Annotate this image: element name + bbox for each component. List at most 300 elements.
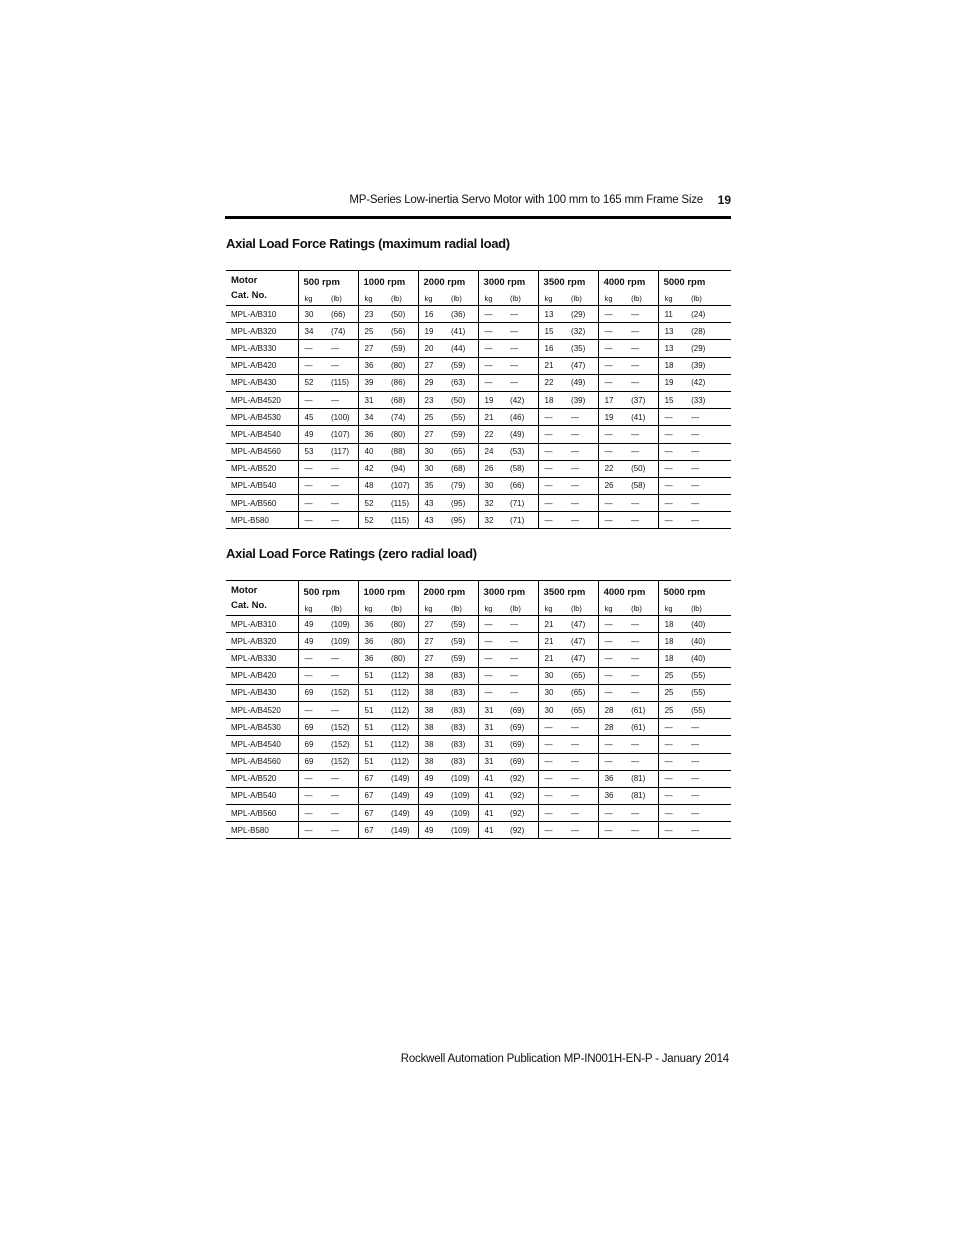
value-lb: (81) xyxy=(631,774,646,784)
value-kg: 49 xyxy=(418,805,449,822)
motor-cat-no: MPL-A/B310 xyxy=(231,619,277,629)
value-kg: 42 xyxy=(358,460,389,477)
value-kg: 21 xyxy=(538,616,569,633)
value-kg: — xyxy=(298,805,329,822)
value-lb: — xyxy=(631,636,640,646)
value-lb: — xyxy=(691,412,700,422)
value-kg: — xyxy=(598,650,629,667)
value-lb: (71) xyxy=(510,498,525,508)
value-lb: — xyxy=(571,825,580,835)
motor-cat-no: MPL-A/B4530 xyxy=(231,722,281,732)
value-kg: 18 xyxy=(538,391,569,408)
value-kg: 23 xyxy=(358,306,389,323)
value-lb: (65) xyxy=(571,705,586,715)
value-lb: (41) xyxy=(631,412,646,422)
value-kg: 69 xyxy=(298,684,329,701)
value-kg: — xyxy=(598,357,629,374)
value-kg: 18 xyxy=(658,650,689,667)
value-kg: 27 xyxy=(418,650,449,667)
value-kg: 38 xyxy=(418,719,449,736)
value-lb: (69) xyxy=(510,722,525,732)
value-kg: 29 xyxy=(418,374,449,391)
table-row xyxy=(226,374,731,391)
value-kg: — xyxy=(478,357,508,374)
value-lb: (42) xyxy=(691,378,706,388)
value-lb: (28) xyxy=(691,326,706,336)
value-lb: (59) xyxy=(451,361,466,371)
unit-lb: (lb) xyxy=(510,293,521,303)
unit-kg: kg xyxy=(358,291,389,306)
table-row xyxy=(226,323,731,340)
value-kg: 53 xyxy=(298,443,329,460)
value-kg: 13 xyxy=(658,340,689,357)
unit-kg: kg xyxy=(538,291,569,306)
value-kg: — xyxy=(298,512,329,529)
value-lb: (50) xyxy=(631,464,646,474)
value-kg: — xyxy=(658,736,689,753)
value-kg: — xyxy=(478,633,508,650)
value-kg: 15 xyxy=(658,391,689,408)
value-kg: 25 xyxy=(658,684,689,701)
value-kg: 32 xyxy=(478,512,508,529)
value-kg: — xyxy=(478,616,508,633)
value-kg: — xyxy=(598,633,629,650)
value-lb: — xyxy=(571,722,580,732)
value-lb: (59) xyxy=(451,429,466,439)
table-heading-zero-radial: Axial Load Force Ratings (zero radial load) xyxy=(226,546,477,561)
motor-cat-no: MPL-A/B4560 xyxy=(231,757,281,767)
unit-lb: (lb) xyxy=(451,293,462,303)
value-lb: (149) xyxy=(391,774,410,784)
value-lb: (29) xyxy=(571,309,586,319)
value-kg: 67 xyxy=(358,787,389,804)
value-lb: — xyxy=(331,774,339,784)
motor-cat-no: MPL-A/B320 xyxy=(231,326,277,336)
value-lb: — xyxy=(571,464,580,474)
value-lb: (80) xyxy=(391,619,406,629)
value-lb: — xyxy=(691,774,700,784)
value-kg: — xyxy=(598,684,629,701)
motor-cat-no: MPL-A/B540 xyxy=(231,791,277,801)
value-kg: — xyxy=(598,340,629,357)
value-lb: (40) xyxy=(691,619,706,629)
table-row xyxy=(226,391,731,408)
value-lb: — xyxy=(691,464,700,474)
value-kg: 48 xyxy=(358,477,389,494)
value-lb: (112) xyxy=(391,688,410,698)
value-lb: — xyxy=(691,791,700,801)
value-lb: — xyxy=(631,757,640,767)
value-kg: — xyxy=(298,787,329,804)
value-lb: — xyxy=(510,636,519,646)
value-kg: — xyxy=(658,512,689,529)
value-kg: 30 xyxy=(418,460,449,477)
value-kg: — xyxy=(538,822,569,839)
value-lb: (47) xyxy=(571,636,586,646)
value-lb: — xyxy=(691,447,700,457)
value-lb: (112) xyxy=(391,757,410,767)
value-lb: (66) xyxy=(331,309,346,319)
value-lb: — xyxy=(631,326,640,336)
table-heading-max-radial: Axial Load Force Ratings (maximum radial load) xyxy=(226,236,510,251)
value-lb: (83) xyxy=(451,705,466,715)
value-lb: — xyxy=(571,481,580,491)
value-kg: 69 xyxy=(298,719,329,736)
load-rating-table xyxy=(226,270,731,529)
value-kg: 51 xyxy=(358,753,389,770)
value-kg: 30 xyxy=(418,443,449,460)
value-lb: (79) xyxy=(451,481,466,491)
value-lb: (92) xyxy=(510,808,525,818)
unit-lb: (lb) xyxy=(391,293,402,303)
table-row xyxy=(226,770,731,787)
value-kg: — xyxy=(598,822,629,839)
speed-header: 500 rpm xyxy=(298,581,358,602)
value-kg: 43 xyxy=(418,495,449,512)
motor-cat-no: MPL-A/B420 xyxy=(231,361,277,371)
value-lb: (115) xyxy=(331,378,350,388)
value-kg: — xyxy=(538,736,569,753)
value-kg: 38 xyxy=(418,736,449,753)
value-lb: (50) xyxy=(391,309,406,319)
value-lb: (39) xyxy=(571,395,586,405)
value-lb: — xyxy=(510,361,519,371)
unit-kg: kg xyxy=(418,601,449,616)
table-row xyxy=(226,409,731,426)
table-zero-radial-load xyxy=(226,580,731,839)
motor-header-line1: Motor xyxy=(231,585,258,596)
value-kg: — xyxy=(598,736,629,753)
motor-cat-no: MPL-A/B560 xyxy=(231,498,277,508)
value-lb: — xyxy=(510,309,519,319)
value-kg: 41 xyxy=(478,787,508,804)
running-title: MP-Series Low-inertia Servo Motor with 100 mm to 165 mm Frame Size xyxy=(349,194,703,206)
table-row xyxy=(226,495,731,512)
value-kg: 18 xyxy=(658,616,689,633)
value-lb: (55) xyxy=(691,671,706,681)
value-kg: 22 xyxy=(538,374,569,391)
value-lb: (69) xyxy=(510,739,525,749)
value-lb: (44) xyxy=(451,343,466,353)
value-kg: 69 xyxy=(298,753,329,770)
value-kg: — xyxy=(478,650,508,667)
table-row xyxy=(226,426,731,443)
value-kg: — xyxy=(658,460,689,477)
motor-cat-no: MPL-A/B430 xyxy=(231,688,277,698)
value-lb: — xyxy=(571,791,580,801)
value-lb: — xyxy=(631,309,640,319)
page-header xyxy=(225,192,731,219)
value-lb: (36) xyxy=(451,309,466,319)
unit-lb: (lb) xyxy=(631,293,642,303)
table-row xyxy=(226,616,731,633)
value-lb: — xyxy=(691,498,700,508)
motor-cat-no: MPL-A/B540 xyxy=(231,481,277,491)
value-kg: 36 xyxy=(358,650,389,667)
value-lb: (112) xyxy=(391,705,410,715)
value-lb: (39) xyxy=(691,361,706,371)
value-lb: (65) xyxy=(571,688,586,698)
value-kg: 39 xyxy=(358,374,389,391)
value-lb: (86) xyxy=(391,378,406,388)
motor-cat-no: MPL-A/B4530 xyxy=(231,412,281,422)
value-kg: — xyxy=(658,753,689,770)
value-kg: 36 xyxy=(598,770,629,787)
value-lb: (109) xyxy=(331,619,350,629)
value-kg: 16 xyxy=(418,306,449,323)
value-lb: (88) xyxy=(391,447,406,457)
value-lb: (33) xyxy=(691,395,706,405)
value-kg: — xyxy=(478,684,508,701)
value-lb: (109) xyxy=(331,636,350,646)
value-kg: 38 xyxy=(418,684,449,701)
value-kg: 41 xyxy=(478,822,508,839)
value-kg: — xyxy=(298,667,329,684)
value-kg: 19 xyxy=(598,409,629,426)
value-lb: — xyxy=(571,808,580,818)
value-kg: 19 xyxy=(658,374,689,391)
value-kg: — xyxy=(538,753,569,770)
value-kg: 38 xyxy=(418,701,449,718)
value-lb: (35) xyxy=(571,343,586,353)
table-row xyxy=(226,667,731,684)
value-kg: 49 xyxy=(298,616,329,633)
value-kg: 51 xyxy=(358,701,389,718)
motor-cat-no: MPL-A/B520 xyxy=(231,464,277,474)
value-lb: — xyxy=(631,739,640,749)
load-rating-table xyxy=(226,580,731,839)
value-kg: — xyxy=(478,667,508,684)
speed-header: 2000 rpm xyxy=(418,581,478,602)
value-lb: (49) xyxy=(510,429,525,439)
value-lb: (74) xyxy=(331,326,346,336)
unit-lb: (lb) xyxy=(571,293,582,303)
value-lb: — xyxy=(631,343,640,353)
value-lb: (83) xyxy=(451,671,466,681)
value-lb: (149) xyxy=(391,791,410,801)
value-lb: (55) xyxy=(691,705,706,715)
value-lb: — xyxy=(631,619,640,629)
speed-header: 3500 rpm xyxy=(538,271,598,292)
unit-lb: (lb) xyxy=(331,293,342,303)
value-kg: 30 xyxy=(538,701,569,718)
value-kg: — xyxy=(598,323,629,340)
speed-header: 1000 rpm xyxy=(358,581,418,602)
motor-cat-no: MPL-A/B4560 xyxy=(231,447,281,457)
value-kg: — xyxy=(298,822,329,839)
value-kg: — xyxy=(658,719,689,736)
value-kg: 49 xyxy=(418,770,449,787)
value-kg: 40 xyxy=(358,443,389,460)
value-kg: — xyxy=(298,460,329,477)
value-lb: (58) xyxy=(510,464,525,474)
value-kg: 22 xyxy=(478,426,508,443)
value-kg: 24 xyxy=(478,443,508,460)
value-lb: — xyxy=(331,464,339,474)
table-row xyxy=(226,443,731,460)
value-kg: 28 xyxy=(598,701,629,718)
value-kg: 19 xyxy=(478,391,508,408)
value-kg: — xyxy=(598,374,629,391)
value-lb: — xyxy=(571,498,580,508)
value-kg: — xyxy=(598,512,629,529)
value-lb: — xyxy=(691,429,700,439)
value-kg: 26 xyxy=(598,477,629,494)
motor-cat-no: MPL-A/B4540 xyxy=(231,429,281,439)
value-kg: — xyxy=(598,616,629,633)
value-kg: 27 xyxy=(358,340,389,357)
value-lb: (40) xyxy=(691,636,706,646)
value-lb: (92) xyxy=(510,825,525,835)
table-row xyxy=(226,753,731,770)
value-kg: 31 xyxy=(358,391,389,408)
value-lb: (152) xyxy=(331,688,350,698)
value-lb: (69) xyxy=(510,705,525,715)
value-lb: (80) xyxy=(391,653,406,663)
value-kg: 51 xyxy=(358,684,389,701)
publication-footer: Rockwell Automation Publication MP-IN001H-EN-P - January 2014 xyxy=(400,1053,729,1065)
table-row xyxy=(226,340,731,357)
motor-cat-no: MPL-A/B520 xyxy=(231,774,277,784)
value-kg: 28 xyxy=(598,719,629,736)
value-lb: (95) xyxy=(451,498,466,508)
value-lb: (68) xyxy=(451,464,466,474)
table-row xyxy=(226,650,731,667)
value-kg: — xyxy=(598,667,629,684)
value-lb: (59) xyxy=(451,619,466,629)
motor-cat-no: MPL-A/B330 xyxy=(231,653,277,663)
value-lb: (95) xyxy=(451,515,466,525)
value-lb: (94) xyxy=(391,464,406,474)
value-kg: — xyxy=(478,340,508,357)
value-kg: 27 xyxy=(418,357,449,374)
value-lb: — xyxy=(331,498,339,508)
value-kg: — xyxy=(658,495,689,512)
value-kg: 20 xyxy=(418,340,449,357)
value-kg: 34 xyxy=(298,323,329,340)
value-lb: (152) xyxy=(331,739,350,749)
value-kg: 41 xyxy=(478,770,508,787)
value-kg: — xyxy=(478,306,508,323)
value-lb: (49) xyxy=(571,378,586,388)
value-lb: — xyxy=(510,671,519,681)
value-kg: 31 xyxy=(478,736,508,753)
motor-header-line2: Cat. No. xyxy=(231,290,267,301)
value-lb: (47) xyxy=(571,619,586,629)
value-lb: — xyxy=(691,739,700,749)
value-kg: 32 xyxy=(478,495,508,512)
table-row xyxy=(226,684,731,701)
value-kg: 49 xyxy=(418,822,449,839)
value-kg: 38 xyxy=(418,753,449,770)
value-kg: — xyxy=(478,323,508,340)
value-kg: — xyxy=(598,805,629,822)
value-kg: 27 xyxy=(418,426,449,443)
value-kg: 49 xyxy=(298,426,329,443)
value-kg: — xyxy=(538,495,569,512)
value-kg: — xyxy=(658,787,689,804)
table-row xyxy=(226,805,731,822)
value-kg: — xyxy=(298,701,329,718)
value-lb: — xyxy=(631,808,640,818)
value-lb: — xyxy=(571,774,580,784)
unit-lb: (lb) xyxy=(571,603,582,613)
motor-cat-no: MPL-A/B430 xyxy=(231,378,277,388)
value-lb: — xyxy=(631,653,640,663)
value-lb: (152) xyxy=(331,722,350,732)
value-lb: — xyxy=(331,671,339,681)
unit-lb: (lb) xyxy=(451,603,462,613)
value-lb: — xyxy=(631,688,640,698)
value-lb: (46) xyxy=(510,412,525,422)
value-lb: — xyxy=(571,515,580,525)
value-kg: 43 xyxy=(418,512,449,529)
value-kg: 21 xyxy=(538,357,569,374)
value-lb: (80) xyxy=(391,361,406,371)
value-kg: 51 xyxy=(358,719,389,736)
value-kg: 38 xyxy=(418,667,449,684)
value-lb: — xyxy=(691,481,700,491)
unit-kg: kg xyxy=(658,601,689,616)
value-kg: 21 xyxy=(478,409,508,426)
value-lb: (59) xyxy=(391,343,406,353)
value-lb: — xyxy=(631,515,640,525)
motor-cat-no: MPL-B580 xyxy=(231,825,269,835)
value-kg: — xyxy=(598,495,629,512)
value-kg: 13 xyxy=(658,323,689,340)
table-row xyxy=(226,512,731,529)
value-lb: (65) xyxy=(571,671,586,681)
value-kg: — xyxy=(298,650,329,667)
unit-kg: kg xyxy=(598,291,629,306)
motor-cat-no: MPL-A/B330 xyxy=(231,343,277,353)
motor-cat-no: MPL-A/B560 xyxy=(231,808,277,818)
value-lb: — xyxy=(510,619,519,629)
value-lb: (55) xyxy=(691,688,706,698)
value-kg: — xyxy=(658,805,689,822)
value-kg: 36 xyxy=(358,426,389,443)
value-kg: 30 xyxy=(538,684,569,701)
value-kg: 21 xyxy=(538,633,569,650)
value-kg: 51 xyxy=(358,667,389,684)
unit-kg: kg xyxy=(658,291,689,306)
value-lb: (32) xyxy=(571,326,586,336)
value-kg: — xyxy=(538,719,569,736)
value-lb: (50) xyxy=(451,395,466,405)
value-lb: (59) xyxy=(451,653,466,663)
value-kg: 17 xyxy=(598,391,629,408)
value-lb: (115) xyxy=(391,498,410,508)
value-kg: — xyxy=(658,443,689,460)
value-lb: (109) xyxy=(451,808,470,818)
value-kg: 26 xyxy=(478,460,508,477)
value-kg: — xyxy=(658,770,689,787)
value-kg: — xyxy=(538,443,569,460)
value-kg: — xyxy=(298,477,329,494)
value-kg: 11 xyxy=(658,306,689,323)
value-lb: — xyxy=(571,447,580,457)
table-row xyxy=(226,357,731,374)
unit-kg: kg xyxy=(478,601,508,616)
value-lb: — xyxy=(510,688,519,698)
unit-kg: kg xyxy=(418,291,449,306)
value-lb: (81) xyxy=(631,791,646,801)
value-kg: 25 xyxy=(418,409,449,426)
value-lb: (112) xyxy=(391,671,410,681)
value-lb: (58) xyxy=(631,481,646,491)
value-lb: (92) xyxy=(510,791,525,801)
unit-kg: kg xyxy=(298,291,329,306)
